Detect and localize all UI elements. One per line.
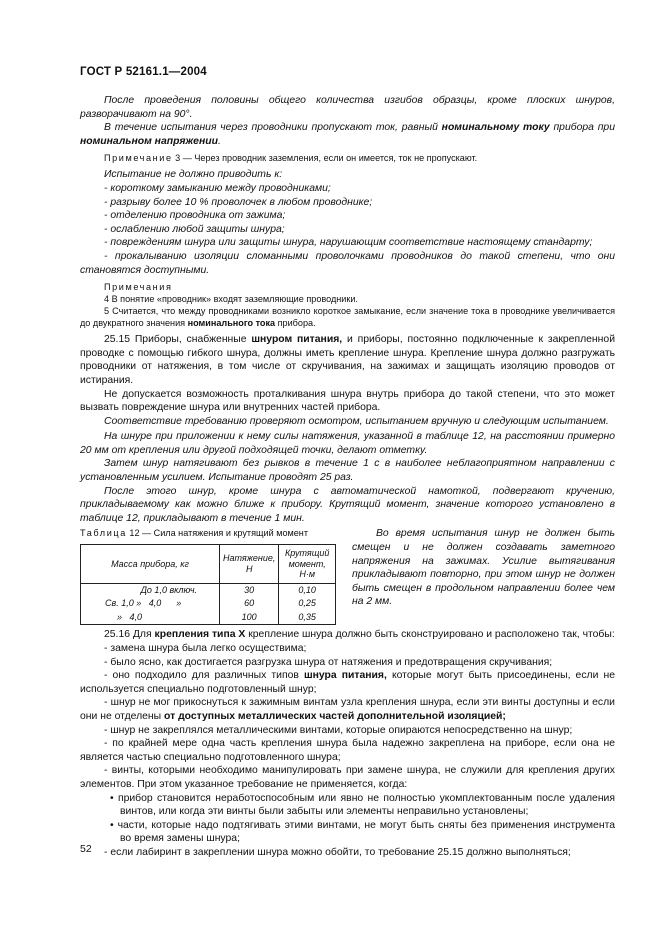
table-cell: 60 — [220, 597, 279, 611]
note-5: 5 Считается, что между проводниками возникло короткое замыкание, если значение тока в проводнике увеличивается до двукратного значения номинального тока прибора. — [80, 306, 615, 329]
list-intro: Испытание не должно приводить к: — [104, 169, 283, 181]
notes-label: Примечания — [104, 282, 173, 293]
table-cell: До 1,0 включ. — [81, 583, 220, 597]
note-4: 4 В понятие «проводник» входят заземляющие проводники. — [104, 294, 358, 305]
term-rated-current: номинального тока — [187, 318, 276, 329]
list-item: - если лабиринт в закреплении шнура можно обойти, то требование 25.15 должно выполняться; — [104, 846, 571, 858]
table-cell: Св. 1,0 » 4,0 » — [81, 597, 220, 611]
paragraph-compliance: Соответствие требованию проверяют осмотром, испытанием вручную и следующим испытанием. — [104, 415, 609, 427]
table-cell: 30 — [220, 583, 279, 597]
paragraph-torque-start: После этого шнур, кроме шнура с автоматической намоткой, подвергают кручению, прикладываемому как можно ближе к прибору. Крутящий момент, значение которого установлено в таблице 12, прикладывают в течение 1 мин. — [80, 485, 615, 524]
list-item: - короткому замыканию между проводниками; — [104, 182, 331, 194]
table-cell: 0,35 — [279, 611, 336, 625]
test-requirements-list — [80, 168, 615, 277]
bullet-icon: • — [110, 819, 118, 831]
paragraph-mark: На шнуре при приложении к нему силы натяжения, указанной в таблице 12, на расстоянии примерно 20 мм от крепления или другой подходящей точки, делают отметку. — [80, 431, 615, 456]
table-and-text-block — [80, 527, 615, 625]
page-body — [80, 94, 615, 860]
list-item: - повреждениям шнура или защиты шнура, нарушающим соответствие настоящему стандарту; — [104, 237, 593, 249]
term-supply-cord: шнуром питания, — [251, 334, 343, 346]
term-accessible-metal: от доступных металлических частей дополнительной изоляцией; — [164, 711, 506, 722]
list-item: - шнур не мог прикоснуться к зажимным винтам узла крепления шнура, если эти винты доступны и если они не отделены от доступных металлических частей дополнительной изоляцией; — [80, 697, 615, 722]
paragraph-push-in: Не допускается возможность проталкивания шнура внутрь прибора до такой степени, что это может вызвать повреждение шнура или внутренних частей прибора. — [80, 388, 615, 414]
table-cell: 100 — [220, 611, 279, 625]
paragraph-pull: Затем шнур натягивают без рывков в течение 1 с в наиболее неблагоприятном направлении с установленным усилием. Испытание проводят 25 раз. — [80, 458, 615, 484]
table-cell: » 4,0 — [81, 611, 220, 625]
list-item: - прокалыванию изоляции сломанными проволочками проводников до такой степени, что они становятся доступными. — [80, 250, 615, 276]
list-item: - оно подходило для различных типов шнура питания, которые могут быть присоединены, если не используется специально подготовленный шнур; — [80, 670, 615, 695]
clause-25-16: 25.16 Для крепления типа Х крепление шнура должно быть сконструировано и расположено так, чтобы: — [104, 629, 615, 641]
column-header: Масса прибора, кг — [81, 544, 220, 583]
list-item: - шнур не закреплялся металлическими винтами, которые опираются непосредственно на шнур; — [104, 724, 573, 736]
column-header: Натяжение, Н — [220, 544, 279, 583]
list-item: - было ясно, как достигается разгрузка шнура от натяжения и предотвращения скручивания; — [104, 656, 553, 668]
note-label: Примечание — [104, 153, 173, 164]
notes-block — [80, 281, 615, 329]
standard-header: ГОСТ Р 52161.1—2004 — [80, 66, 207, 78]
list-item: - отделению проводника от зажима; — [104, 210, 286, 222]
table-12-grid — [80, 544, 336, 626]
list-item: - разрыву более 10 % проволочек в любом проводнике; — [104, 196, 373, 208]
table-cell: 0,10 — [279, 583, 336, 597]
term-rated-current: номинальному току — [441, 122, 550, 134]
bullet-item: • прибор становится неработоспособным или явно не полностью укомплектованным после удаления винтов, или когда эти винты были забыты или элементы неправильно установлены; — [110, 792, 615, 818]
page-number: 52 — [80, 843, 92, 855]
term-supply-cord: шнура питания, — [303, 670, 387, 682]
list-item: - замена шнура была легко осуществима; — [104, 643, 307, 655]
term-type-x: крепления типа Х — [154, 629, 246, 641]
bullet-icon: • — [110, 792, 118, 804]
list-item: - винты, которыми необходимо манипулировать при замене шнура, не служили для крепления других элементов. При этом указанное требование не применяется, когда: — [80, 765, 615, 790]
table-row — [81, 597, 336, 611]
table-row — [81, 583, 336, 597]
bullet-item: • части, которые надо подтягивать этими винтами, не могут быть сняты без применения инструмента во время замены шнура; — [110, 819, 615, 845]
table-cell: 0,25 — [279, 597, 336, 611]
table-row — [81, 611, 336, 625]
column-header: Крутящий момент, Н·м — [279, 544, 336, 583]
paragraph-displacement: Во время испытания шнур не должен быть смещен и не должен создавать заметного напряжения на зажимах. Усилие вытягивания прикладывают повторно, при этом шнур не должен быть смещен в продольном направлении более чем на 2 мм. — [352, 528, 615, 608]
table-12 — [80, 528, 342, 625]
table-caption: Таблица 12 — Сила натяжения и крутящий момент — [80, 528, 308, 539]
list-item: - ослаблению любой защиты шнура; — [104, 223, 285, 235]
paragraph-current: В течение испытания через проводники пропускают ток, равный номинальному току прибора при номинальном напряжении. — [80, 122, 615, 147]
paragraph-bend-rotation: После проведения половины общего количества изгибов образцы, кроме плоских шнуров, разворачивают на 90°. — [80, 95, 615, 120]
note-3: Примечание 3 — Через проводник заземления, если он имеется, ток не пропускают. — [104, 153, 478, 164]
clause-25-15: 25.15 Приборы, снабженные шнуром питания, и приборы, постоянно подключенные к закрепленной проводке с помощью гибкого шнура, должны иметь крепление шнура. Крепление шнура должно разгружать проводники от натяжения, в том числе от скручивания, на зажимах и защищать изоляцию проводов от истирания. — [80, 334, 615, 386]
term-rated-voltage: номинальном напряжении — [80, 135, 218, 147]
list-item: - по крайней мере одна часть крепления шнура была надежно закреплена на приборе, если она не является частью специально подготовленного шнура; — [80, 738, 615, 763]
